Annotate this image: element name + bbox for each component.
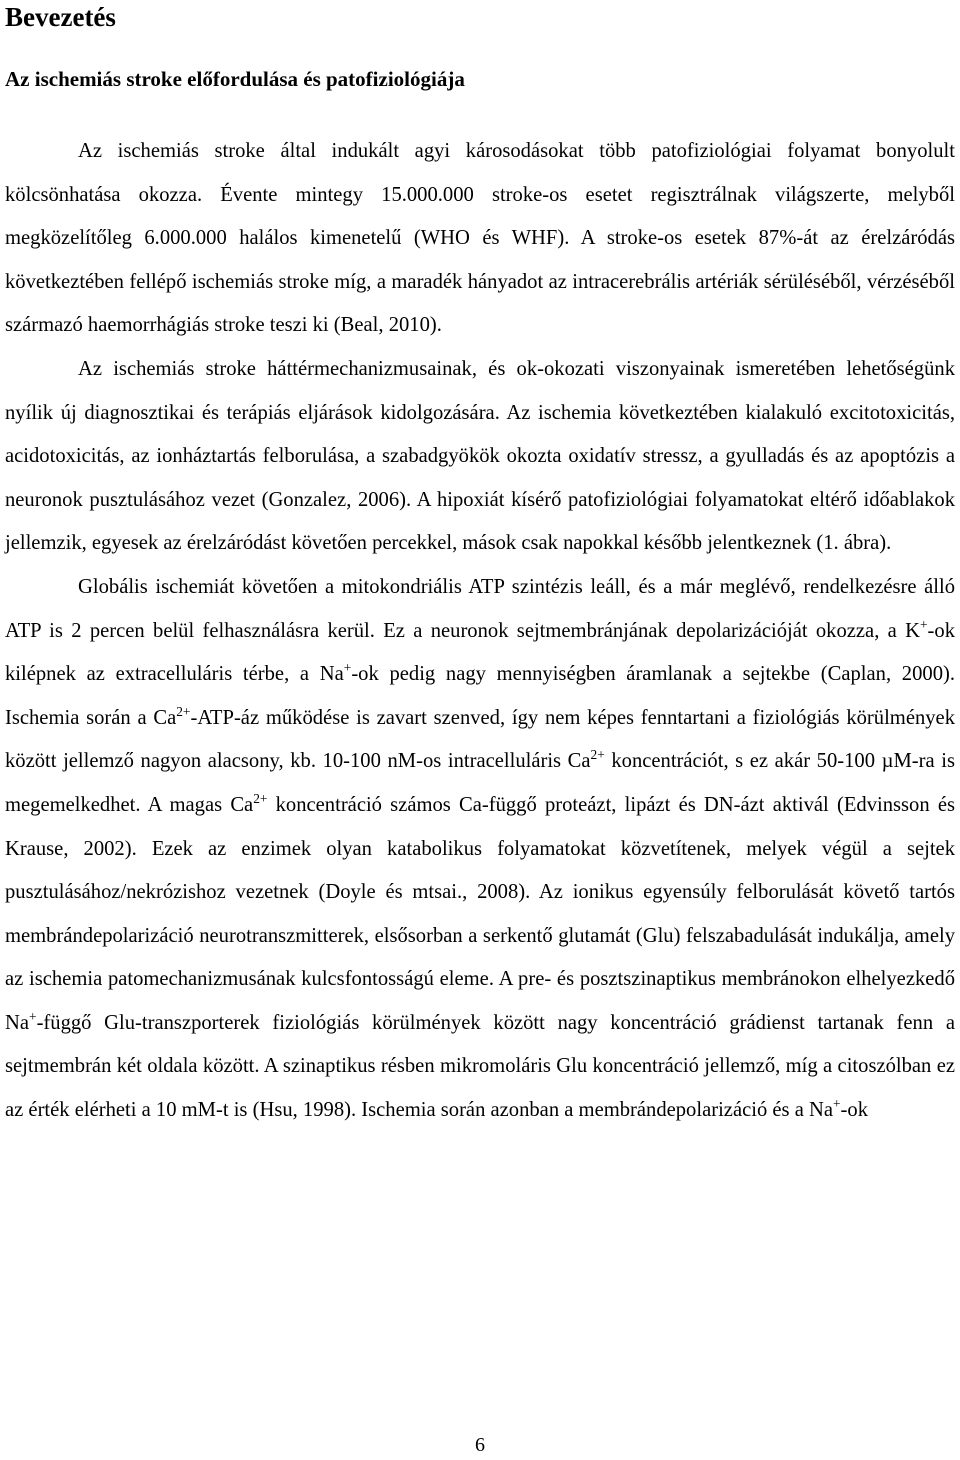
page-number: 6 <box>475 1434 485 1456</box>
paragraph: Az ischemiás stroke háttérmechanizmusainak, és ok-okozati viszonyainak ismeretében lehetőségünk nyílik új diagnosztikai és terápiás eljárások kidolgozására. Az ischemia következtében kialakuló excitotoxicitás, acidotoxicitás, az ionháztartás felborulása, a szabadgyökök okozta oxidatív stressz, a gyulladás és az apoptózis a neuronok pusztulásához vezet (Gonzalez, 2006). A hipoxiát kísérő patofiziológiai folyamatokat eltérő időablakok jellemzik, egyesek az érelzáródást követően percekkel, mások csak napokkal később jelentkeznek (1. ábra). <box>5 357 955 555</box>
section-title: Az ischemiás stroke előfordulása és patofiziológiája <box>5 67 465 91</box>
paragraph: Az ischemiás stroke által indukált agyi károsodásokat több patofiziológiai folyamat bonyolult kölcsönhatása okozza. Évente mintegy 15.000.000 stroke-os esetet regisztrálnak világszerte, melyből megközelítőleg 6.000.000 halálos kimenetelű (WHO és WHF). A stroke-os esetek 87%-át az érelzáródás következtében fellépő ischemiás stroke míg, a maradék hányadot az intracerebrális artériák sérüléséből, vérzéséből származó haemorrhágiás stroke teszi ki (Beal, 2010). <box>5 140 955 337</box>
chapter-title: Bevezetés <box>5 2 116 32</box>
body-text <box>5 130 955 1133</box>
document-page <box>5 0 955 1460</box>
paragraph: Globális ischemiát követően a mitokondriális ATP szintézis leáll, és a már meglévő, rendelkezésre álló ATP is 2 percen belül felhasználásra kerül. Ez a neuronok sejtmembránjának depolarizációját okozza, a K+-ok kilépnek az extracelluláris térbe, a Na+-ok pedig nagy mennyiségben áramlanak a sejtekbe (Caplan, 2000). Ischemia során a $Ca^{2+}-ATP-áz$ működése is zavart szenved, így nem képes fenntartani a fiziológiás körülmények között jellemző nagyon alacsony, kb. 10-100 nM-os intracelluláris $Ca^{2+}$ koncentrációt, s ez akár 50-100 µM-ra is megemelkedhet. A magas $Ca^{2+}$ koncentráció számos Ca-függő proteázt, lipázt és DN-ázt aktivál (Edvinsson és Krause, 2002). Ezek az enzimek olyan katabolikus folyamatokat közvetítenek, melyek végül a sejtek pusztulásához/nekrózishoz vezetnek (Doyle és mtsai., 2008). Az ionikus egyensúly felborulását követő tartós membrándepolarizáció neurotranszmitterek, elsősorban a serkentő glutamát (Glu) felszabadulását indukálja, amely az ischemia patomechanizmusának kulcsfontosságú eleme. A pre- és posztszinaptikus membránokon elhelyezkedő Na+-függő Glu-transzporterek fiziológiás körülmények között nagy koncentráció grádienst tartanak fenn a sejtmembrán két oldala között. A szinaptikus résben mikromoláris Glu koncentráció jellemző, míg a citoszólban ez az érték elérheti a 10 mM-t is (Hsu, 1998). Ischemia során azonban a membrándepolarizáció és a Na+-ok <box>5 575 956 1122</box>
